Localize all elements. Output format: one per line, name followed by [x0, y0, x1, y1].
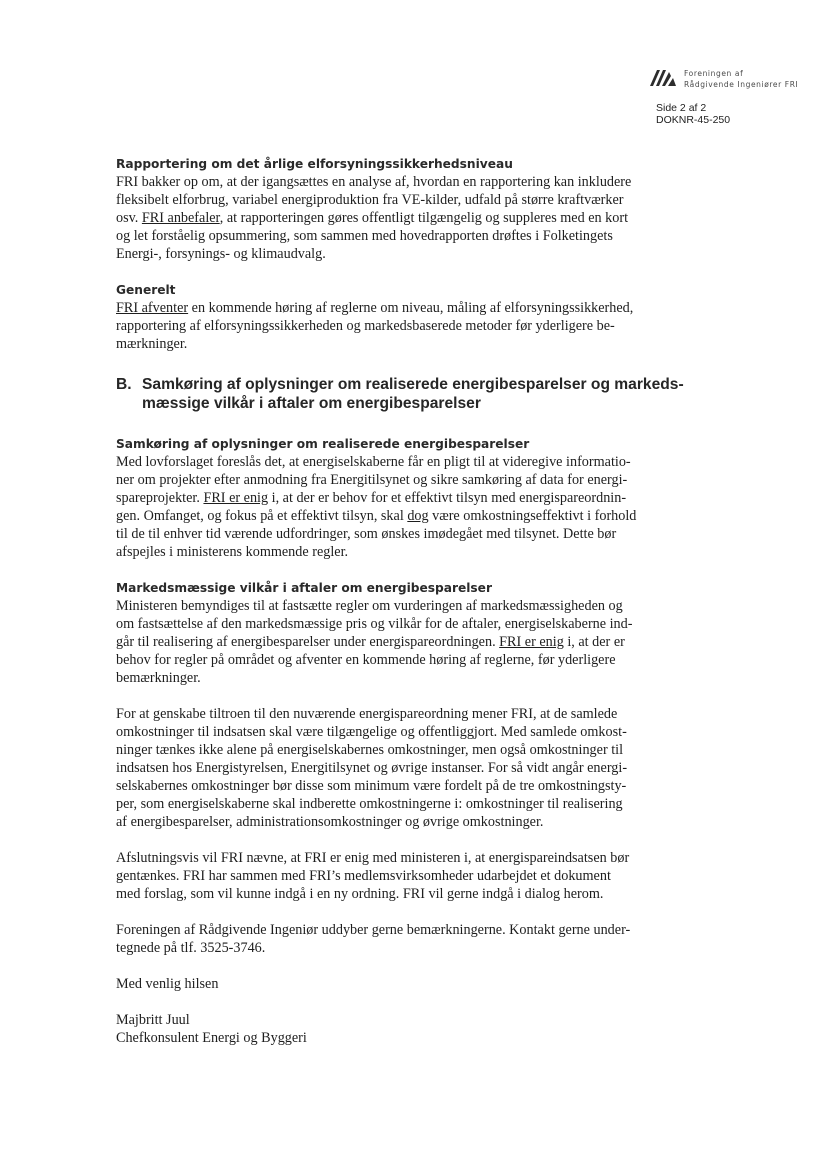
underlined-text: FRI afventer	[116, 300, 189, 316]
section-title	[116, 375, 684, 413]
paragraph-line	[116, 489, 676, 507]
paragraph-line: af energibesparelser, administrationsomkostninger og øvrige omkostninger.	[116, 814, 544, 830]
section-number: B.	[116, 376, 132, 393]
text-segment: en kommende høring af reglerne om niveau, måling af elforsyningssikkerhed,	[188, 300, 634, 316]
paragraph-costs	[116, 705, 676, 831]
signature-block	[116, 1011, 676, 1047]
paragraph-line: indsatsen hos Energistyrelsen, Energitilsynet og øvrige instanser. For så vidt angår energi-	[116, 760, 628, 776]
paragraph-line: rapportering af elforsyningssikkerheden og markedsbaserede metoder før yderligere be-	[116, 318, 615, 334]
page-number: Side 2 af 2	[656, 102, 707, 114]
paragraph-line: Med lovforslaget foreslås det, at energiselskaberne får en pligt til at videregive informatio-	[116, 454, 631, 470]
paragraph-line: behov for regler på området og afventer en kommende høring af reglerne, før yderligere	[116, 652, 616, 668]
paragraph-line: til de til enhver tid værende udfordringer, som ønskes imødegået med tilsynet. Dette bør	[116, 526, 617, 542]
spacer	[116, 993, 676, 1011]
fri-logo	[648, 66, 828, 96]
section-heading: Markedsmæssige vilkår i aftaler om energibesparelser	[116, 581, 492, 595]
text-segment: gen. Omfanget, og fokus på et effektivt tilsyn, skal	[116, 508, 408, 524]
paragraph-line	[116, 209, 676, 227]
text-segment: , at rapporteringen gøres offentligt tilgængelig og suppleres med en kort	[219, 210, 629, 226]
document-meta	[656, 102, 730, 126]
underlined-text: dog	[407, 508, 429, 524]
section-title-line: Samkøring af oplysninger om realiserede energibesparelser og markeds-	[142, 376, 684, 393]
paragraph-line: fleksibelt elforbrug, variabel energiproduktion fra VE-kilder, udfald på større kraftværker	[116, 192, 624, 208]
spacer	[116, 903, 676, 921]
signature-title: Chefkonsulent Energi og Byggeri	[116, 1030, 307, 1046]
paragraph-line: mærkninger.	[116, 336, 188, 352]
spacer	[116, 831, 676, 849]
text-segment: går til realisering af energibesparelser under energispareordningen.	[116, 634, 500, 650]
paragraph-line	[116, 633, 676, 651]
paragraph-line: Energi-, forsynings- og klimaudvalg.	[116, 246, 326, 262]
paragraph-line	[116, 299, 676, 317]
fri-logo-icon	[648, 66, 678, 88]
signature-name: Majbritt Juul	[116, 1012, 190, 1028]
paragraph-line: ninger tænkes ikke alene på energiselskabernes omkostninger, men også omkostninger til	[116, 742, 624, 758]
text-segment: osv.	[116, 210, 142, 226]
section-b-heading	[116, 375, 684, 413]
text-segment: i, at der er behov for et effektivt tilsyn med energispareordnin-	[268, 490, 627, 506]
paragraph-line: og let forståelig opsummering, som sammen med hovedrapporten drøftes i Folketingets	[116, 228, 613, 244]
section-heading: Rapportering om det årlige elforsyningssikkerhedsniveau	[116, 157, 513, 171]
paragraph-line: gentænkes. FRI har sammen med FRI’s medlemsvirksomheder udarbejdet et dokument	[116, 868, 611, 884]
text-segment: i, at der er	[563, 634, 625, 650]
paragraph-line: bemærkninger.	[116, 670, 201, 686]
text-segment: være omkostningseffektivt i forhold	[428, 508, 637, 524]
section-heading: Samkøring af oplysninger om realiserede energibesparelser	[116, 437, 530, 451]
text-segment: spareprojekter.	[116, 490, 204, 506]
logo-text-line2: Rådgivende Ingeniører FRI	[684, 80, 799, 89]
paragraph-line: omkostninger til indsatsen skal være tilgængelige og offentliggjort. Med samlede omkost-	[116, 724, 627, 740]
letter-body	[116, 155, 684, 1047]
paragraph-line: For at genskabe tiltroen til den nuværende energispareordning mener FRI, at de samlede	[116, 706, 618, 722]
paragraph-line: med forslag, som vil kunne indgå i en ny ordning. FRI vil gerne indgå i dialog herom.	[116, 886, 604, 902]
section-reporting	[116, 155, 676, 263]
section-general	[116, 281, 676, 353]
paragraph-line: Afslutningsvis vil FRI nævne, at FRI er enig med ministeren i, at energispareindsatsen bør	[116, 850, 630, 866]
paragraph-line: Foreningen af Rådgivende Ingeniør uddyber gerne bemærkningerne. Kontakt gerne under-	[116, 922, 631, 938]
paragraph-line: tegnede på tlf. 3525-3746.	[116, 940, 266, 956]
paragraph-line: afspejles i ministerens kommende regler.	[116, 544, 349, 560]
paragraph-line: FRI bakker op om, at der igangsættes en analyse af, hvordan en rapportering kan inkludere	[116, 174, 632, 190]
underlined-text: FRI er enig	[499, 634, 564, 650]
paragraph-contact	[116, 921, 676, 957]
underlined-text: FRI anbefaler	[141, 210, 220, 226]
paragraph-line: Ministeren bemyndiges til at fastsætte regler om vurderingen af markedsmæssigheden og	[116, 598, 623, 614]
paragraph-line: per, som energiselskaberne skal indberette omkostningerne i: omkostninger til realisering	[116, 796, 623, 812]
paragraph-line: ner om projekter efter anmodning fra Energitilsynet og sikre samkøring af data for energi-	[116, 472, 628, 488]
section-data-sharing	[116, 435, 676, 561]
section-title-line: mæssige vilkår i aftaler om energibesparelser	[142, 395, 481, 412]
logo-text-line1: Foreningen af	[684, 69, 744, 78]
closing-salutation: Med venlig hilsen	[116, 976, 219, 992]
spacer	[116, 561, 676, 579]
paragraph-line	[116, 507, 676, 525]
section-market-terms	[116, 579, 676, 687]
underlined-text: FRI er enig	[203, 490, 269, 506]
paragraph-line: om fastsættelse af den markedsmæssige pris og vilkår for de aftaler, energiselskaberne ind-	[116, 616, 633, 632]
section-heading: Generelt	[116, 283, 176, 297]
spacer	[116, 263, 676, 281]
paragraph-conclusion	[116, 849, 676, 903]
document-number: DOKNR-45-250	[656, 114, 731, 126]
paragraph-line: selskabernes omkostninger bør disse som minimum være fordelt på de tre omkostningsty-	[116, 778, 627, 794]
spacer	[116, 957, 676, 975]
spacer	[116, 687, 676, 705]
